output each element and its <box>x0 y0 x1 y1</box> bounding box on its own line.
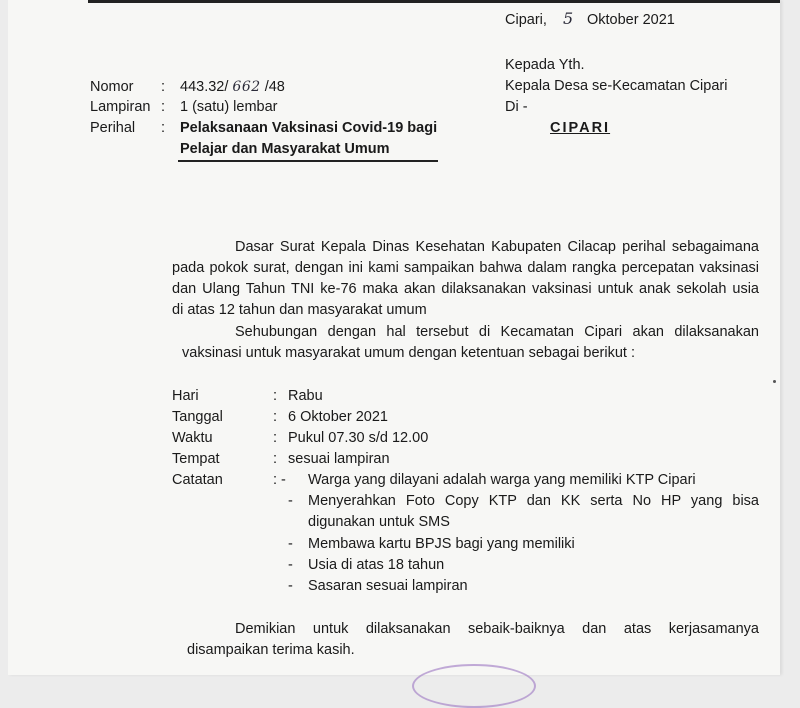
nomor-label: Nomor <box>90 79 134 95</box>
para1-line4: di atas 12 tahun dan masyarakat umum <box>172 302 427 318</box>
tanggal-label: Tanggal <box>172 409 223 425</box>
note-item: Sasaran sesuai lampiran <box>308 578 468 594</box>
nomor-value <box>180 77 285 97</box>
lampiran-label: Lampiran <box>90 99 151 115</box>
note-dash: - <box>288 557 293 573</box>
perihal-value-line2: Pelajar dan Masyarakat Umum <box>180 141 390 157</box>
stamp-edge <box>412 664 536 708</box>
recipient-city: CIPARI <box>550 120 611 136</box>
nomor-value-prefix: 443.32/ <box>180 79 229 95</box>
lampiran-value: 1 (satu) lembar <box>180 99 278 115</box>
waktu-value: Pukul 07.30 s/d 12.00 <box>288 430 429 446</box>
nomor-colon: : <box>161 79 166 95</box>
closing-line2: disampaikan terima kasih. <box>187 642 355 658</box>
letter-date-day: 5 <box>563 9 574 28</box>
tempat-value: sesuai lampiran <box>288 451 390 467</box>
para2-line1: Sehubungan dengan hal tersebut di Kecamatan Cipari akan dilaksanakan <box>235 324 759 340</box>
para1-line2: pada pokok surat, dengan ini kami sampaikan bahwa dalam rangka percepatan vaksinasi <box>172 260 759 276</box>
para1-line3: dan Ulang Tahun TNI ke-76 maka akan dilaksanakan vaksinasi untuk anak sekolah usia <box>172 281 759 297</box>
perihal-value-line1: Pelaksanaan Vaksinasi Covid-19 bagi <box>180 120 438 136</box>
perihal-label: Perihal <box>90 120 136 136</box>
nomor-handwritten: 662 <box>232 79 261 95</box>
note-dash: - <box>288 578 293 594</box>
waktu-colon: : <box>273 430 278 446</box>
scan-top-edge <box>88 0 780 3</box>
scan-speck <box>773 380 776 383</box>
hari-colon: : <box>273 388 278 404</box>
tanggal-colon: : <box>273 409 278 425</box>
para2-line2: vaksinasi untuk masyarakat umum dengan ketentuan sebagai berikut : <box>182 345 635 361</box>
hari-value: Rabu <box>288 388 323 404</box>
lampiran-colon: : <box>161 99 166 115</box>
catatan-label: Catatan <box>172 472 223 488</box>
note-item-continued: digunakan untuk SMS <box>308 514 450 530</box>
note-item: Menyerahkan Foto Copy KTP dan KK serta No HP yang bisa <box>308 493 759 509</box>
waktu-label: Waktu <box>172 430 213 446</box>
catatan-colon-dash: : - <box>273 472 286 488</box>
note-item: Membawa kartu BPJS bagi yang memiliki <box>308 536 575 552</box>
note-item: Warga yang dilayani adalah warga yang memiliki KTP Cipari <box>308 472 696 488</box>
closing-line1: Demikian untuk dilaksanakan sebaik-baiknya dan atas kerjasamanya <box>235 621 759 637</box>
tanggal-value: 6 Oktober 2021 <box>288 409 388 425</box>
recipient-name: Kepala Desa se-Kecamatan Cipari <box>505 78 728 94</box>
recipient-di: Di - <box>505 99 528 115</box>
para1-line1: Dasar Surat Kepala Dinas Kesehatan Kabupaten Cilacap perihal sebagaimana <box>235 239 759 255</box>
nomor-value-suffix: /48 <box>264 79 285 95</box>
hari-label: Hari <box>172 388 199 404</box>
letter-date-month-year: Oktober 2021 <box>587 12 675 28</box>
perihal-underline <box>178 160 438 162</box>
note-item: Usia di atas 18 tahun <box>308 557 445 573</box>
perihal-colon: : <box>161 120 166 136</box>
letter-place: Cipari, <box>505 12 547 28</box>
tempat-colon: : <box>273 451 278 467</box>
note-dash: - <box>288 493 293 509</box>
note-dash: - <box>288 536 293 552</box>
recipient-greeting: Kepada Yth. <box>505 57 585 73</box>
tempat-label: Tempat <box>172 451 220 467</box>
